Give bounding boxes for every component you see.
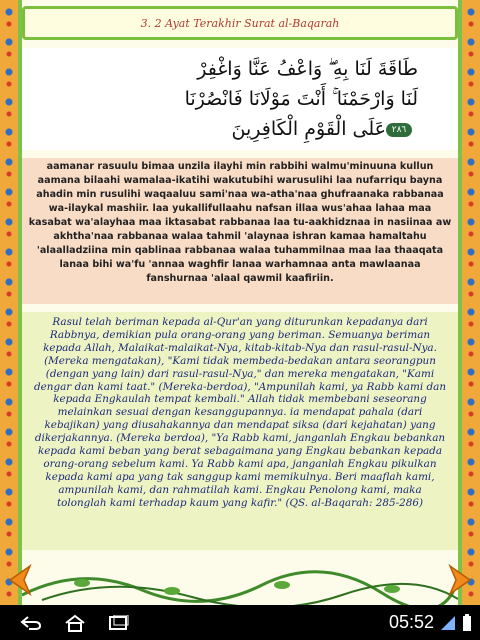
- status-indicators: [389, 605, 472, 640]
- back-button[interactable]: [18, 613, 44, 633]
- arabic-verse-panel: [22, 48, 458, 150]
- back-icon: [19, 615, 43, 631]
- arrow-right-icon: [446, 563, 476, 597]
- arabic-line-2: لَنَا وَارْحَمْنَا ۚ أَنْتَ مَوْلَانَا فَانْصُرْنَا: [184, 88, 418, 110]
- title-bar: [22, 6, 458, 40]
- transliteration-text: aamanar rasuulu bimaa unzila ilayhi min rabbihi walmu'minuuna kullun aamana bilaahi wamalaa-ikatihi wakutubihi warusulihi laa nufarriqu bayna ahadin min rusulihi waqaaluu sami'naa wa-atha'naa ghufraanaka rabbanaa wa-ilaykal mashiir. laa yukallifullaahu nafsan illaa wus'ahaa lahaa maa kasabat wa'alayhaa maa iktasabat rabbanaa laa tu-aakhidznaa in nasiinaa aw akhtha'naa rabbanaa walaa tahmil 'alaynaa ishran kamaa hamaltahu 'alaalladziina min qablinaa rabbanaa walaa tuhammilnaa maa laa thaaqata lanaa bihi wa'fu 'annaa waghfir lanaa warhamnaa anta mawlaanaa fanshurnaa 'alaal qawmil kaafiriin.: [22, 158, 458, 304]
- next-page-button[interactable]: [444, 560, 478, 600]
- arabic-line-3-text: عَلَى الْقَوْمِ الْكَافِرِينَ: [231, 118, 386, 140]
- translation-text: Rasul telah beriman kepada al-Qur'an yang diturunkan kepadanya dari Rabbnya, demikian pula orang-orang yang beriman. Semuanya beriman kepada Allah, Malaikat-malaikat-Nya, kitab-kitab-Nya dan rasul-rasul-Nya. (Mereka mengatakan), "Kami tidak membeda-bedakan antara seorangpun (dengan yang lain) dari rasul-rasul-Nya," dan mereka mengatakan, "Kami dengar dan kami taat." (Mereka-berdoa), "Ampunilah kami, ya Rabb kami dan kepada Engkaulah tempat kembali." Allah tidak membebani seseorang melainkan sesuai dengan kesanggupannya. ia mendapat pahala (dari kebajikan) yang diusahakannya dan mendapat siksa (dari kejahatan) yang dikerjakannya. (Mereka berdoa), "Ya Rabb kami, janganlah Engkau bebankan kepada kami beban yang berat sebagaimana yang Engkau bebankan kepada orang-orang sebelum kami. Ya Rabb kami apa, janganlah Engkau pikulkan kepada kami apa yang tak sanggup kami memikulnya. Beri maaflah kami, ampunilah kami, dan rahmatilah kami. Engkau Penolong kami, maka tolonglah kami terhadap kaum yang kafir." (QS. al-Baqarah: 285-286): [22, 312, 458, 550]
- right-decorative-border: [462, 0, 480, 605]
- system-status-bar: [0, 605, 480, 640]
- arrow-left-icon: [4, 563, 34, 597]
- arabic-line-1: طَاقَةَ لَنَا بِهِ ۖ وَاعْفُ عَنَّا وَاغْفِرْ: [197, 58, 418, 80]
- recents-button[interactable]: [106, 613, 132, 633]
- signal-icon: [440, 615, 456, 631]
- clock: 05:52: [388, 612, 434, 632]
- home-button[interactable]: [62, 613, 88, 633]
- left-decorative-border: [0, 0, 18, 605]
- arabic-line-3: [232, 114, 418, 144]
- page-title: 3. 2 Ayat Terakhir Surat al-Baqarah: [140, 16, 340, 30]
- recents-icon: [108, 615, 130, 631]
- vine-decoration: [22, 555, 458, 605]
- ayah-number-marker: ٢٨٦: [386, 123, 412, 137]
- previous-page-button[interactable]: [2, 560, 36, 600]
- home-icon: [63, 614, 87, 632]
- battery-icon: [462, 614, 472, 632]
